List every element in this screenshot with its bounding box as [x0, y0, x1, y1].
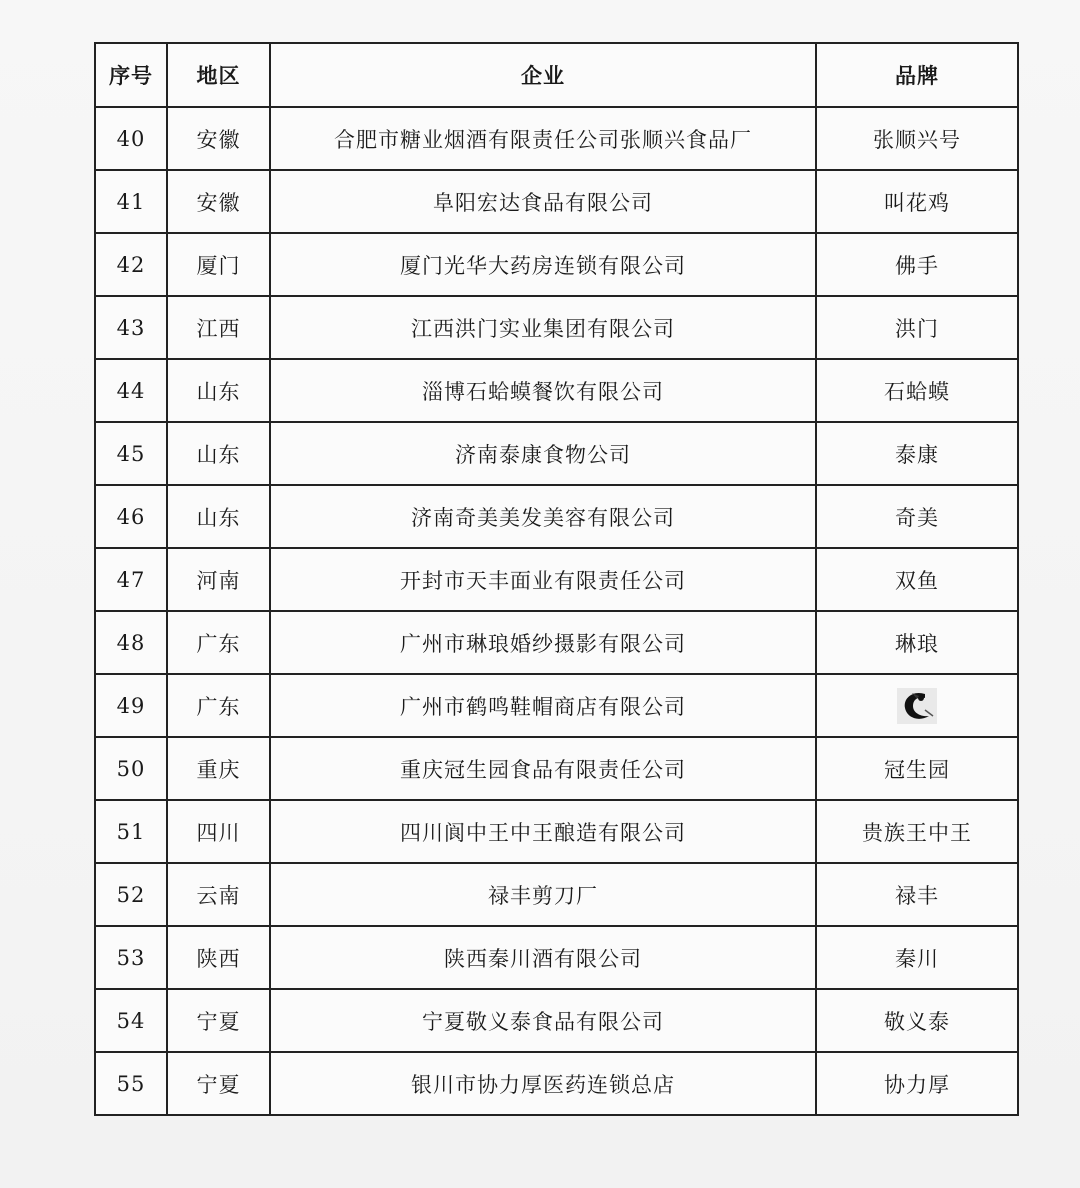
cell-region: 安徽 [167, 107, 270, 170]
cell-serial-number: 46 [95, 485, 167, 548]
cell-region: 山东 [167, 422, 270, 485]
header-region: 地区 [167, 43, 270, 107]
cell-brand: 石蛤蟆 [816, 359, 1018, 422]
cell-serial-number: 47 [95, 548, 167, 611]
table-body [95, 107, 1018, 1115]
table-row [95, 170, 1018, 233]
cell-brand-logo [816, 674, 1018, 737]
cell-region: 广东 [167, 674, 270, 737]
cell-brand: 禄丰 [816, 863, 1018, 926]
cell-serial-number: 53 [95, 926, 167, 989]
brand-registry-table [94, 42, 1019, 1116]
cell-region: 江西 [167, 296, 270, 359]
cell-company: 江西洪门实业集团有限公司 [270, 296, 816, 359]
table-row [95, 926, 1018, 989]
cell-region: 山东 [167, 485, 270, 548]
table-row [95, 863, 1018, 926]
cell-brand: 洪门 [816, 296, 1018, 359]
cell-brand: 秦川 [816, 926, 1018, 989]
header-row [95, 43, 1018, 107]
table-row [95, 107, 1018, 170]
cell-serial-number: 51 [95, 800, 167, 863]
cell-region: 陕西 [167, 926, 270, 989]
cell-company: 禄丰剪刀厂 [270, 863, 816, 926]
crane-logo-icon [895, 686, 939, 726]
cell-region: 宁夏 [167, 989, 270, 1052]
table-row [95, 548, 1018, 611]
cell-brand: 奇美 [816, 485, 1018, 548]
table-row [95, 737, 1018, 800]
cell-company: 淄博石蛤蟆餐饮有限公司 [270, 359, 816, 422]
table-row [95, 611, 1018, 674]
cell-brand: 泰康 [816, 422, 1018, 485]
cell-company: 广州市鹤鸣鞋帽商店有限公司 [270, 674, 816, 737]
table-row [95, 989, 1018, 1052]
cell-brand: 琳琅 [816, 611, 1018, 674]
cell-serial-number: 43 [95, 296, 167, 359]
cell-serial-number: 40 [95, 107, 167, 170]
cell-serial-number: 45 [95, 422, 167, 485]
cell-brand: 双鱼 [816, 548, 1018, 611]
cell-serial-number: 49 [95, 674, 167, 737]
cell-brand: 协力厚 [816, 1052, 1018, 1115]
table-header [95, 43, 1018, 107]
table-row [95, 422, 1018, 485]
cell-region: 四川 [167, 800, 270, 863]
cell-serial-number: 41 [95, 170, 167, 233]
header-brand: 品牌 [816, 43, 1018, 107]
cell-serial-number: 55 [95, 1052, 167, 1115]
table-row [95, 800, 1018, 863]
cell-region: 安徽 [167, 170, 270, 233]
cell-brand: 张顺兴号 [816, 107, 1018, 170]
cell-company: 济南奇美美发美容有限公司 [270, 485, 816, 548]
cell-serial-number: 52 [95, 863, 167, 926]
cell-region: 云南 [167, 863, 270, 926]
header-company: 企业 [270, 43, 816, 107]
cell-brand: 叫花鸡 [816, 170, 1018, 233]
table-row [95, 296, 1018, 359]
cell-serial-number: 42 [95, 233, 167, 296]
cell-company: 济南泰康食物公司 [270, 422, 816, 485]
cell-region: 厦门 [167, 233, 270, 296]
cell-serial-number: 54 [95, 989, 167, 1052]
cell-brand: 冠生园 [816, 737, 1018, 800]
cell-company: 银川市协力厚医药连锁总店 [270, 1052, 816, 1115]
cell-company: 阜阳宏达食品有限公司 [270, 170, 816, 233]
table-row [95, 485, 1018, 548]
cell-company: 四川阆中王中王酿造有限公司 [270, 800, 816, 863]
header-serial-number: 序号 [95, 43, 167, 107]
table-row [95, 1052, 1018, 1115]
cell-brand: 佛手 [816, 233, 1018, 296]
table-row [95, 674, 1018, 737]
cell-brand: 敬义泰 [816, 989, 1018, 1052]
cell-company: 宁夏敬义泰食品有限公司 [270, 989, 816, 1052]
cell-region: 山东 [167, 359, 270, 422]
cell-brand: 贵族王中王 [816, 800, 1018, 863]
table-row [95, 233, 1018, 296]
cell-company: 陕西秦川酒有限公司 [270, 926, 816, 989]
cell-company: 广州市琳琅婚纱摄影有限公司 [270, 611, 816, 674]
cell-serial-number: 48 [95, 611, 167, 674]
table-row [95, 359, 1018, 422]
cell-company: 重庆冠生园食品有限责任公司 [270, 737, 816, 800]
cell-company: 开封市天丰面业有限责任公司 [270, 548, 816, 611]
cell-serial-number: 44 [95, 359, 167, 422]
cell-company: 合肥市糖业烟酒有限责任公司张顺兴食品厂 [270, 107, 816, 170]
cell-company: 厦门光华大药房连锁有限公司 [270, 233, 816, 296]
cell-region: 重庆 [167, 737, 270, 800]
cell-region: 宁夏 [167, 1052, 270, 1115]
cell-region: 广东 [167, 611, 270, 674]
cell-serial-number: 50 [95, 737, 167, 800]
cell-region: 河南 [167, 548, 270, 611]
